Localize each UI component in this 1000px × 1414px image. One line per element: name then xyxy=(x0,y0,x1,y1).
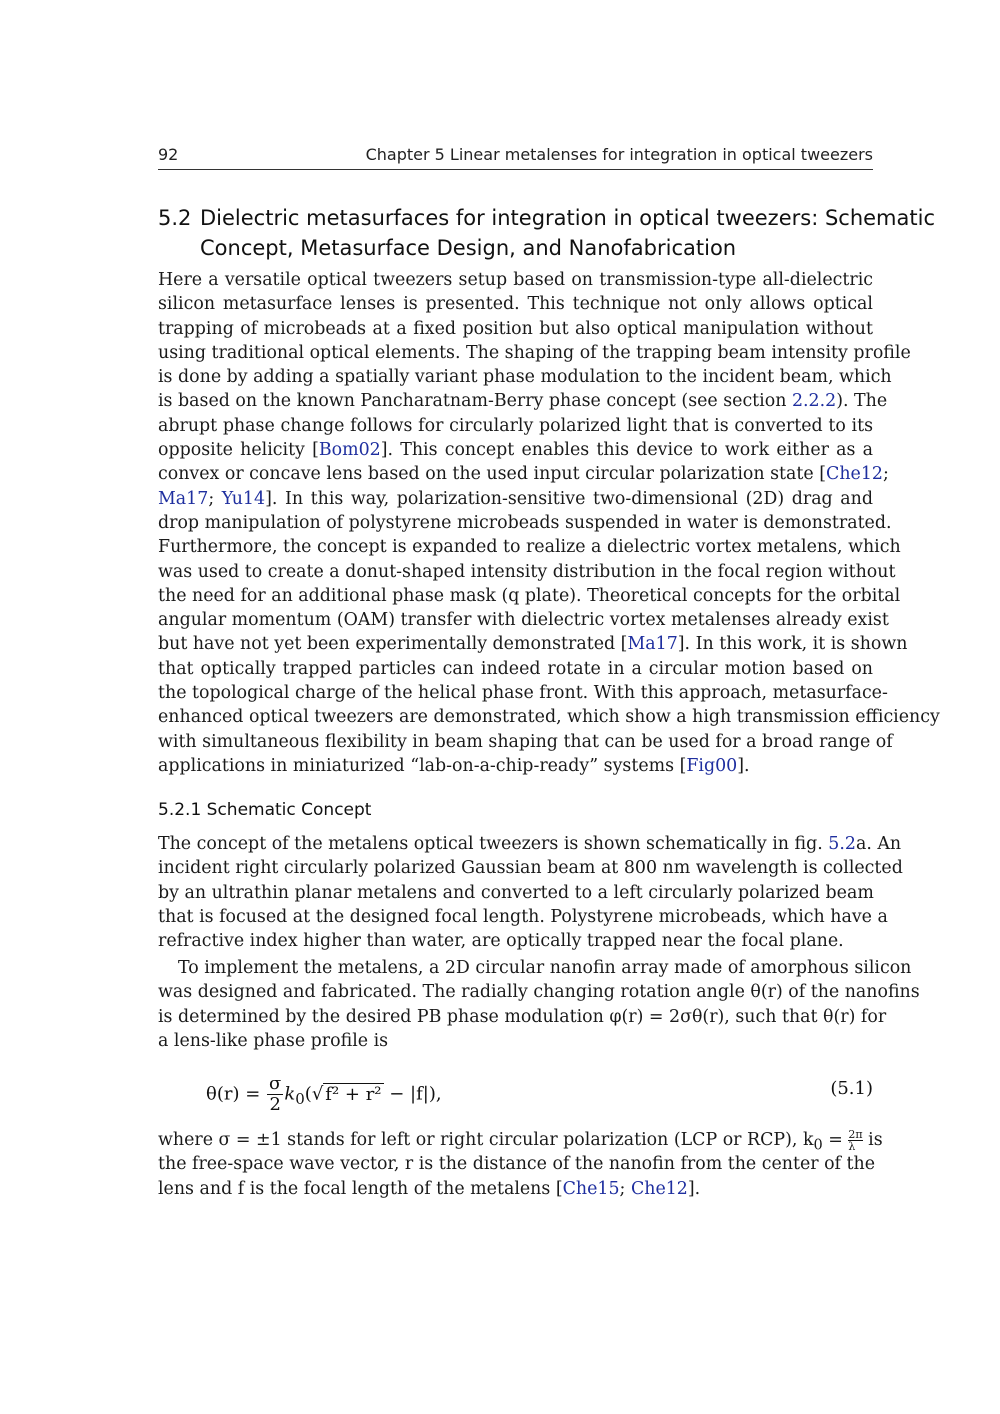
text-line: the free-space wave vector, r is the distance of the nanofin from the center of the xyxy=(158,1154,875,1175)
text-line: trapping of microbeads at a fixed position but also optical manipulation without xyxy=(158,318,873,339)
text-line: The concept of the metalens optical tweezers is shown schematically in fig. 5.2a. An xyxy=(158,834,902,854)
subsection-title: Schematic Concept xyxy=(206,800,372,820)
paragraph-definitions xyxy=(158,1128,883,1201)
section-ref-link[interactable]: 2.2.2 xyxy=(791,391,837,412)
equation-expression: θ(r) = $\frac{\sigma}{2}$ $k_0(√$ f² + r² − |f|), xyxy=(206,1073,442,1115)
section-number: 5.2 xyxy=(158,206,192,230)
paragraph-concept xyxy=(158,832,903,953)
text-line: with simultaneous flexibility in beam shaping that can be used for a broad range of xyxy=(158,731,893,752)
text-line: refractive index higher than water, are optically trapped near the focal plane. xyxy=(158,931,844,952)
citation-link[interactable]: Che12 xyxy=(826,464,883,485)
text-line: Furthermore, the concept is expanded to realize a dielectric vortex metalens, which xyxy=(158,537,901,558)
running-title: Chapter 5 Linear metalenses for integration in optical tweezers xyxy=(365,145,873,164)
subsection-heading xyxy=(158,800,371,820)
fraction: $\frac{2\pi}{\lambda}$ xyxy=(848,1128,863,1153)
text-line: opposite helicity [Bom02]. This concept enables this device to work either as a xyxy=(158,440,873,461)
page-number: 92 xyxy=(158,145,179,164)
text-line: convex or concave lens based on the used input circular polarization state [Che12; xyxy=(158,464,889,485)
citation-link[interactable]: Fig00 xyxy=(686,755,738,776)
text-line: is based on the known Pancharatnam-Berry phase concept (see section 2.2.2). The xyxy=(158,391,888,412)
citation-link[interactable]: Che15 xyxy=(562,1178,620,1199)
text-line: that optically trapped particles can indeed rotate in a circular motion based on xyxy=(158,658,873,679)
text-line: is determined by the desired PB phase modulation φ(r) = 2σθ(r), such that θ(r) for xyxy=(158,1006,887,1027)
text-line: by an ultrathin planar metalens and converted to a left circularly polarized beam xyxy=(158,882,874,903)
citation-link[interactable]: Ma17 xyxy=(627,634,678,655)
text-line: To implement the metalens, a 2D circular nanofin array made of amorphous silicon xyxy=(178,958,912,978)
text-line: a lens-like phase profile is xyxy=(158,1030,389,1051)
text-line: lens and f is the focal length of the metalens [Che15; Che12]. xyxy=(158,1178,701,1199)
text-line: Ma17; Yu14]. In this way, polarization-sensitive two-dimensional (2D) drag and xyxy=(158,488,873,509)
text-line: the topological charge of the helical phase front. With this approach, metasurface- xyxy=(158,683,888,704)
text-line: abrupt phase change follows for circularly polarized light that is converted to its xyxy=(158,415,873,436)
text-line: angular momentum (OAM) transfer with dielectric vortex metalenses already exist xyxy=(158,610,889,631)
text-line: enhanced optical tweezers are demonstrated, which show a high transmission efficiency xyxy=(158,707,940,728)
figure-ref-link[interactable]: 5.2 xyxy=(828,834,856,854)
text-line: using traditional optical elements. The shaping of the trapping beam intensity profile xyxy=(158,342,911,363)
section-title-line1: Dielectric metasurfaces for integration in optical tweezers: Schematic xyxy=(200,206,935,230)
text-line: was used to create a donut-shaped intensity distribution in the focal region without xyxy=(158,561,896,582)
subsection-number: 5.2.1 xyxy=(158,800,202,820)
paragraph-implementation xyxy=(158,956,920,1053)
equation-number: (5.1) xyxy=(830,1078,873,1099)
text-line: drop manipulation of polystyrene microbeads suspended in water is demonstrated. xyxy=(158,512,892,533)
text-line: that is focused at the designed focal length. Polystyrene microbeads, which have a xyxy=(158,906,888,927)
equation-5-1 xyxy=(206,1068,873,1118)
text-line: Here a versatile optical tweezers setup based on transmission-type all-dielectric xyxy=(158,270,873,290)
citation-link[interactable]: Yu14 xyxy=(221,488,266,509)
text-line: but have not yet been experimentally demonstrated [Ma17]. In this work, it is shown xyxy=(158,634,908,655)
text-line: is done by adding a spatially variant phase modulation to the incident beam, which xyxy=(158,367,892,388)
text-line: incident right circularly polarized Gaussian beam at 800 nm wavelength is collected xyxy=(158,858,903,879)
running-header xyxy=(158,143,873,170)
citation-link[interactable]: Che12 xyxy=(630,1178,688,1199)
text-line: where σ = ±1 stands for left or right circular polarization (LCP or RCP), $k_0$ = $\frac{2\pi}{\lambda}$ is xyxy=(158,1128,883,1154)
text-line: the need for an additional phase mask (q plate). Theoretical concepts for the orbital xyxy=(158,585,901,606)
citation-link[interactable]: Bom02 xyxy=(318,440,381,461)
text-line: was designed and fabricated. The radially changing rotation angle θ(r) of the nanofins xyxy=(158,982,920,1003)
citation-link[interactable]: Ma17 xyxy=(158,488,209,509)
text-line: applications in miniaturized “lab-on-a-chip-ready” systems [Fig00]. xyxy=(158,755,750,776)
fraction: $\frac{\sigma}{2}$ xyxy=(269,1073,282,1115)
paragraph-intro xyxy=(158,268,940,778)
text-line: silicon metasurface lenses is presented. This technique not only allows optical xyxy=(158,294,873,315)
section-title-line2: Concept, Metasurface Design, and Nanofabrication xyxy=(200,236,737,260)
